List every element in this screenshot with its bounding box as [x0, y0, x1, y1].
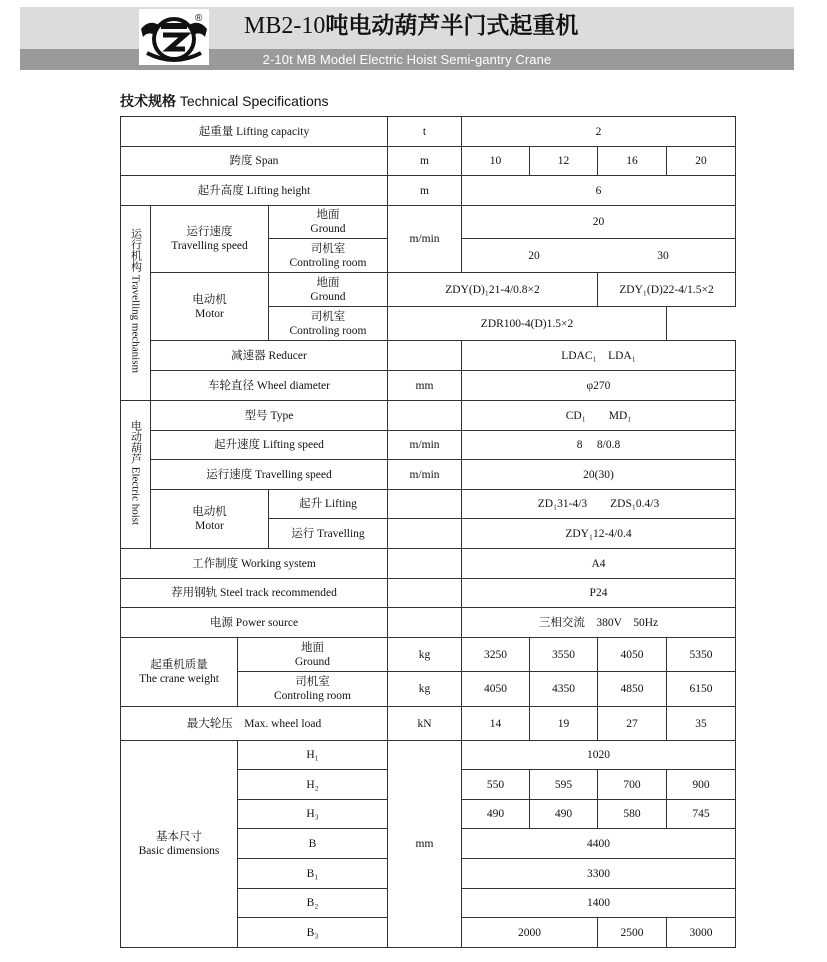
row-reducer [121, 341, 736, 371]
lift-speed-unit: m/min [388, 431, 462, 460]
travel-speed-cab-values: 20 30 [462, 239, 736, 273]
dim-b3-label: B₃ [238, 918, 388, 948]
type-value: CD₁ MD₁ [462, 401, 736, 431]
weight-cab-value: 4050 [462, 672, 530, 707]
hoist-motor-travelling-label: 运行 Travelling [269, 519, 388, 549]
section-title-en: Technical Specifications [179, 93, 329, 109]
row-type [121, 401, 736, 431]
dim-h3-value: 490 [530, 800, 598, 829]
weight-ground-label: 地面 Ground [238, 638, 388, 672]
type-unit [388, 401, 462, 431]
height-unit: m [388, 176, 462, 206]
span-value: 12 [530, 147, 598, 176]
dim-h1-label: H₁ [238, 741, 388, 770]
height-label: 起升高度 Lifting height [121, 176, 388, 206]
spec-table [120, 116, 736, 948]
registered-mark: ® [195, 13, 203, 24]
hoist-motor-travelling-unit [388, 519, 462, 549]
wheel-load-value: 19 [530, 707, 598, 741]
capacity-value: 2 [462, 117, 736, 147]
travel-mechanism-group: 运行机构 Travelling mechanism [121, 206, 151, 401]
electric-hoist-group: 电动葫芦 Electric hoist [121, 401, 151, 549]
dims-label: 基本尺寸 Basic dimensions [121, 741, 238, 948]
weight-label: 起重机质量 The crane weight [121, 638, 238, 707]
dim-h3-label: H₃ [238, 800, 388, 829]
dim-b3-value: 2500 [598, 918, 667, 948]
weight-ground-value: 3250 [462, 638, 530, 672]
row-height [121, 176, 736, 206]
dims-unit: mm [388, 741, 462, 948]
reducer-value: LDAC₁ LDA₁ [462, 341, 736, 371]
dim-h2-value: 900 [667, 770, 736, 800]
weight-cab-label: 司机室 Controling room [238, 672, 388, 707]
row-wheel-load [121, 707, 736, 741]
dim-h2-value: 595 [530, 770, 598, 800]
weight-cab-value: 4850 [598, 672, 667, 707]
section-title [120, 91, 329, 111]
span-value: 20 [667, 147, 736, 176]
working-value: A4 [462, 549, 736, 579]
type-label: 型号 Type [151, 401, 388, 431]
weight-ground-value: 4050 [598, 638, 667, 672]
travel-speed-cab-label: 司机室 Controling room [269, 239, 388, 273]
travel-speed-unit: m/min [388, 206, 462, 273]
dim-h3-value: 580 [598, 800, 667, 829]
wheel-load-label: 最大轮压 Max. wheel load [121, 707, 388, 741]
span-value: 10 [462, 147, 530, 176]
row-motor-ground [121, 273, 736, 307]
hoist-travel-label: 运行速度 Travelling speed [151, 460, 388, 490]
hoist-motor-lifting-unit [388, 490, 462, 519]
row-capacity [121, 117, 736, 147]
hoist-motor-lifting-value: ZD₁31-4/3 ZDS₁0.4/3 [462, 490, 736, 519]
motor-label: 电动机 Motor [151, 273, 269, 341]
dim-h3-value: 490 [462, 800, 530, 829]
wheel-load-value: 27 [598, 707, 667, 741]
rail-unit [388, 579, 462, 608]
weight-cab-value: 4350 [530, 672, 598, 707]
rail-label: 荐用钢轨 Steel track recommended [121, 579, 388, 608]
capacity-unit: t [388, 117, 462, 147]
working-unit [388, 549, 462, 579]
lift-speed-value: 8 8/0.8 [462, 431, 736, 460]
title-model: MB2-10 [244, 13, 326, 39]
travel-speed-ground-value: 20 [462, 206, 736, 239]
power-unit [388, 608, 462, 638]
span-unit: m [388, 147, 462, 176]
row-weight-ground [121, 638, 736, 672]
height-value: 6 [462, 176, 736, 206]
power-value: 三相交流 380V 50Hz [462, 608, 736, 638]
dim-b-label: B [238, 829, 388, 859]
weight-ground-value: 3550 [530, 638, 598, 672]
working-label: 工作制度 Working system [121, 549, 388, 579]
hoist-travel-value: 20(30) [462, 460, 736, 490]
row-power [121, 608, 736, 638]
row-hoist-travel [121, 460, 736, 490]
motor-ground-value: ZDY(D)₁21-4/0.8×2 [388, 273, 598, 307]
dim-h2-label: H₂ [238, 770, 388, 800]
travel-speed-ground-label: 地面 Ground [269, 206, 388, 239]
dim-h2-value: 700 [598, 770, 667, 800]
row-lift-speed [121, 431, 736, 460]
section-title-cn: 技术规格 [120, 94, 176, 110]
dim-b1-value: 3300 [462, 859, 736, 889]
wheel-load-value: 14 [462, 707, 530, 741]
row-rail [121, 579, 736, 608]
hoist-motor-travelling-value: ZDY₁12-4/0.4 [462, 519, 736, 549]
title-cn: 吨电动葫芦半门式起重机 [325, 13, 579, 39]
reducer-unit [388, 341, 462, 371]
wheel-load-value: 35 [667, 707, 736, 741]
dim-h3-value: 745 [667, 800, 736, 829]
wheel-value: φ270 [462, 371, 736, 401]
row-dim-h1 [121, 741, 736, 770]
hoist-motor-lifting-label: 起升 Lifting [269, 490, 388, 519]
row-wheel [121, 371, 736, 401]
motor-cab-value: ZDR100-4(D)1.5×2 [388, 307, 667, 341]
page-title [244, 10, 578, 42]
dim-b1-label: B₁ [238, 859, 388, 889]
hoist-travel-unit: m/min [388, 460, 462, 490]
lift-speed-label: 起升速度 Lifting speed [151, 431, 388, 460]
wheel-load-unit: kN [388, 707, 462, 741]
power-label: 电源 Power source [121, 608, 388, 638]
weight-cab-value: 6150 [667, 672, 736, 707]
row-span [121, 147, 736, 176]
motor-cab-label: 司机室 Controling room [269, 307, 388, 341]
row-working-system [121, 549, 736, 579]
dim-h1-value: 1020 [462, 741, 736, 770]
rail-value: P24 [462, 579, 736, 608]
span-label: 跨度 Span [121, 147, 388, 176]
span-value: 16 [598, 147, 667, 176]
hoist-motor-label: 电动机 Motor [151, 490, 269, 549]
travel-speed-label: 运行速度 Travelling speed [151, 206, 269, 273]
dim-b3-value: 3000 [667, 918, 736, 948]
dim-b-value: 4400 [462, 829, 736, 859]
page-subtitle: 2-10t MB Model Electric Hoist Semi-gantry Crane [262, 52, 552, 67]
motor-ground-value: ZDY₁(D)22-4/1.5×2 [598, 273, 736, 307]
capacity-label: 起重量 Lifting capacity [121, 117, 388, 147]
dim-b3-value: 2000 [462, 918, 598, 948]
dim-b2-label: B₂ [238, 889, 388, 918]
weight-cab-unit: kg [388, 672, 462, 707]
dim-h2-value: 550 [462, 770, 530, 800]
wheel-label: 车轮直径 Wheel diameter [151, 371, 388, 401]
row-travel-speed-ground [121, 206, 736, 239]
dim-b2-value: 1400 [462, 889, 736, 918]
motor-ground-label: 地面 Ground [269, 273, 388, 307]
wheel-unit: mm [388, 371, 462, 401]
weight-ground-value: 5350 [667, 638, 736, 672]
row-hoist-motor-lifting [121, 490, 736, 519]
reducer-label: 减速器 Reducer [151, 341, 388, 371]
weight-ground-unit: kg [388, 638, 462, 672]
